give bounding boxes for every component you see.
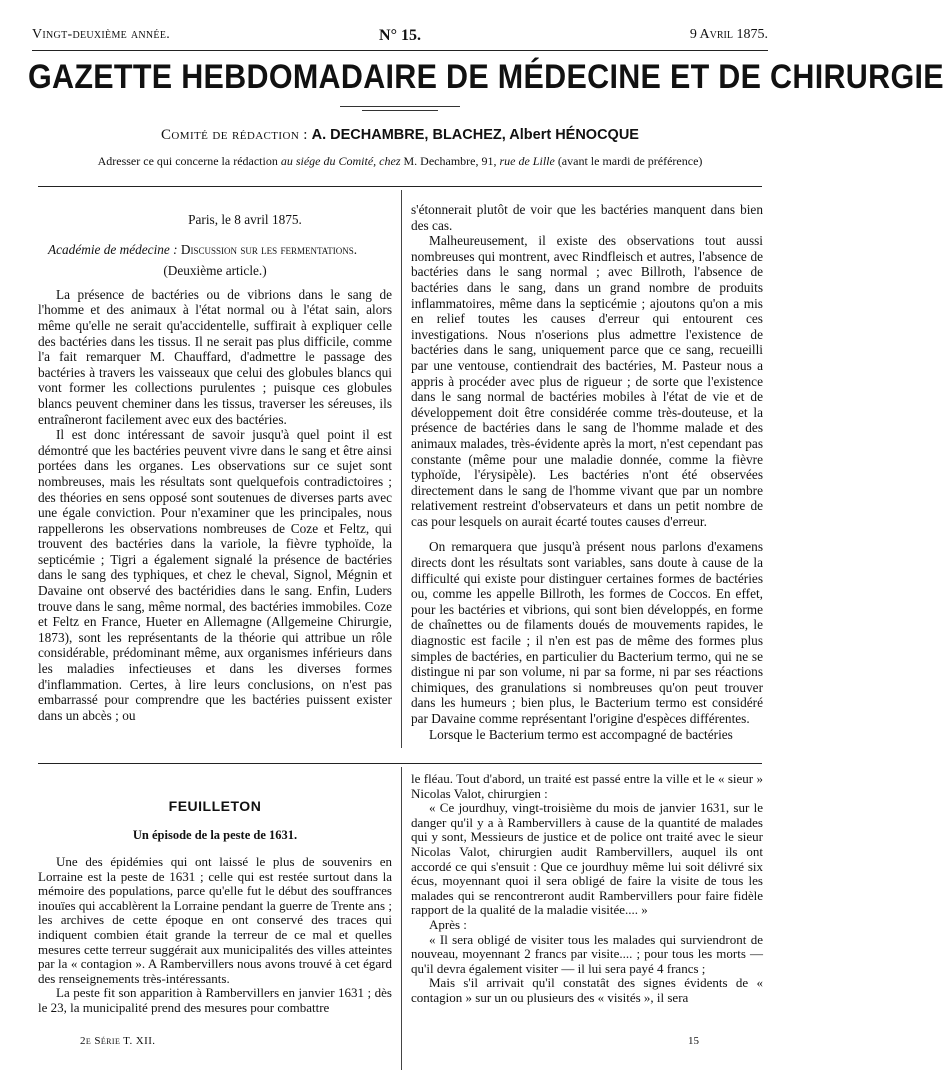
issue-header: [32, 27, 768, 47]
feuilleton-subtitle: Un épisode de la peste de 1631.: [132, 828, 298, 842]
masthead-ornament: [340, 106, 460, 107]
feuilleton-title: FEUILLETON: [168, 798, 262, 814]
feuilleton-paragraph: Une des épidémies qui ont laissé le plus de souvenirs en Lorraine est la peste de 1631 ; celle qui est restée surtout dans la mémoire des populations, parce qu'elle fut le début des souffrances inouïes qui accablèrent la Lorraine pendant la guerre de Trente ans ; les archives de cette époque en ont conservé des traces qui indiquent combien était grande la terreur de ce mal et quelles mesures cette terreur suggérait aux municipalités des villes atteintes par la « contagion ». A Rambervillers nous avons trouvé à cet égard des renseignements très-intéressants.: [38, 854, 392, 986]
address-editor: M. Dechambre, 91,: [400, 154, 500, 168]
header-rule: [32, 50, 768, 51]
article-number: (Deuxième article.): [163, 263, 267, 279]
article-paragraph: s'étonnerait plutôt de voir que les bactéries manquent dans bien des cas.: [411, 202, 763, 233]
footer-series: 2e Série T. XII.: [80, 1035, 156, 1047]
feuilleton-paragraph: Après :: [429, 916, 467, 932]
address-text: Adresser ce qui concerne la rédaction: [97, 154, 281, 168]
section-label: Académie de médecine :: [48, 241, 178, 257]
editorial-address: [32, 154, 768, 169]
committee-names: A. DECHAMBRE, BLACHEZ, Albert HÉNOCQUE: [311, 127, 639, 143]
feuilleton-paragraph: « Il sera obligé de visiter tous les malades qui surviendront de nouveau, moyennant 2 francs par visite.... ; pour tous les morts — qu'il devra également visiter — il lui sera payé 4 francs ;: [411, 931, 763, 976]
issue-number: N° 15.: [379, 27, 421, 44]
issue-date: 9 Avril 1875.: [689, 27, 768, 42]
feuilleton-paragraph: le fléau. Tout d'abord, un traité est passé entre la ville et le « sieur » Nicolas Valot, chirurgien :: [411, 771, 763, 801]
feuilleton-paragraph: Mais s'il arrivait qu'il constatât des signes évidents de « contagion » sur un ou plusieurs des « visités », il sera: [411, 975, 763, 1005]
article-column-right: [411, 202, 763, 742]
article-paragraph: Lorsque le Bacterium termo est accompagné de bactéries: [429, 726, 733, 742]
article-column-left: [38, 212, 392, 723]
section-title: Discussion sur les fermentations.: [180, 241, 358, 257]
masthead-title: GAZETTE HEBDOMADAIRE DE MÉDECINE ET DE CHIRURGIE: [28, 58, 944, 97]
article-paragraph: La présence de bactéries ou de vibrions dans le sang de l'homme et des animaux à l'état normal ou à l'état sain, alors même qu'elle ne serait qu'accidentelle, suffirait à expliquer celle des bactéries dans les tissus. Il ne serait pas plus difficile, comme l'a fait remarquer M. Chauffard, d'admettre le passage des bactéries à travers les vaisseaux que celui des globules blancs qui vont former les collections purulentes ; puisque ces globules blancs peuvent cheminer dans les tissus, traverser les séreuses, ils entraîneront facilement avec eux des bactéries.: [38, 286, 392, 427]
feuilleton-column-right: [411, 772, 763, 1006]
article-paragraph: Il est donc intéressant de savoir jusqu'à quel point il est démontré que les bactéries peuvent vivre dans le sang et être ainsi portées dans les organes. Les observations sur ce sujet sont nombreuses, mais les résultats sont quelquefois contradictoires ; des théories en sens opposé sont soutenues de diverses parts avec une égale conviction. Pour n'examiner que les principales, nous rappellerons les observations nombreuses de Coze et Feltz, qui trouvent des bactéries dans la variole, la fièvre typhoïde, la septicémie ; Tigri a également signalé la présence de bactéries dans le sang des typhiques, et chez le cheval, Signol, Mégnin et Davaine ont observé des bactéridies dans le sang. Enfin, Luders trouve dans le sang, même normal, des bactéries immobiles. Coze et Feltz en France, Hueter en Allemagne (Allgemeine Chirurgie, 1873), sont les représentants de la théorie qui attribue un rôle considérable, prédominant même, aux organismes inférieurs dans les maladies infectieuses et dans les diverses formes d'inflammation. Certes, à lire leurs conclusions, on n'est pas embarrassé pour comprendre que les bactéries puissent exister dans un abcès ; ou: [38, 427, 392, 723]
committee-label: Comité de rédaction :: [161, 127, 308, 143]
column-divider-top: [401, 190, 402, 748]
column-divider-bottom: [401, 767, 402, 1070]
article-dateline: Paris, le 8 avril 1875.: [188, 212, 302, 227]
issue-year: Vingt-deuxième année.: [32, 27, 171, 42]
feuilleton-rule: [38, 763, 762, 764]
feuilleton-paragraph: « Ce jourdhuy, vingt-troisième du mois de janvier 1631, sur le danger qu'il y a à Rambervillers à cause de la quantité de malades qui y sont, Messieurs de justice et de police ont traité avec le sieur Nicolas Valot, chirurgien audit Rambervillers, auquel ils ont accordé ce qui s'ensuit : Que ce jourdhuy même lui soit délivré six écus, moyennant quoi il sera obligé de faire la visite de tous les malades qui se rencontreront audit Rambervillers pour faire fidèle rapport de la qualité de la maladie visitée.... »: [411, 800, 763, 918]
masthead-rule: [38, 186, 762, 187]
address-note: (avant le mardi de préférence): [554, 154, 703, 168]
article-paragraph: Malheureusement, il existe des observations tout aussi nombreuses qui montrent, avec Rindfleisch et autres, l'absence de bactéries dans le sang normal ; avec Billroth, l'absence de bactéries dans le sang, dans un grand nombre de produits inflammatoires, même dans la septicémie ; ajoutons qu'on a mis en relief toutes les causes d'erreur qui entourent ces investigations. Nous n'oserions plus admettre l'existence de bactéries dans le sang, uniquement parce que ce sang, recueilli par une ventouse, contiendrait des bactéries, M. Pasteur nous a appris à procéder avec plus de rigueur ; de sorte que l'existence dans le sang normal de bactéries mobiles à l'état de vie et de développement doit être considérée comme très-douteuse, et la présence de bactéries dans le sang de l'homme malade et des animaux malades, très-évidente après la mort, n'est cependant pas constante (même pour une maladie donnée, comme la fièvre typhoïde, l'érysipèle). Les bactéries n'ont été observées directement dans le sang de l'homme vivant que par un nombre relativement restreint d'observateurs et dans un petit nombre de cas pour lesquels on aurait écarté toutes causes d'erreur.: [411, 233, 763, 529]
feuilleton-paragraph: La peste fit son apparition à Rambervillers en janvier 1631 ; dès le 23, la municipalité prend des mesures pour combattre: [38, 985, 392, 1015]
feuilleton-column-left: [38, 855, 392, 1016]
editorial-committee: [32, 127, 768, 144]
article-paragraph: On remarquera que jusqu'à présent nous parlons d'examens directs dont les résultats sont variables, sans doute à cause de la difficulté qui existe pour distinguer certaines formes de bactéries ou, comme les appelle Billroth, les formes de Coccos. En effet, pour les bactéries et vibrions, qui sont bien développés, en forme de chaînettes ou de filaments doués de mouvements rapides, le diagnostic est facile ; il n'en est pas de même des formes plus simples de bactéries, en particulier du Bacterium termo, qui ne se distingue ni par son volume, ni par sa forme, ni par ses réactions chimiques, des granulations si nombreuses qu'on peut trouver dans les humeurs ; bien plus, le Bacterium termo est considéré par Davaine comme représentant l'origine d'espèces différentes.: [411, 539, 763, 726]
address-place: au siége du Comité, chez: [280, 154, 401, 168]
address-street: rue de Lille: [499, 154, 555, 168]
masthead-ornament-lower: [362, 110, 438, 111]
footer-page-number: 15: [688, 1035, 699, 1047]
article-section-heading: [38, 242, 392, 258]
